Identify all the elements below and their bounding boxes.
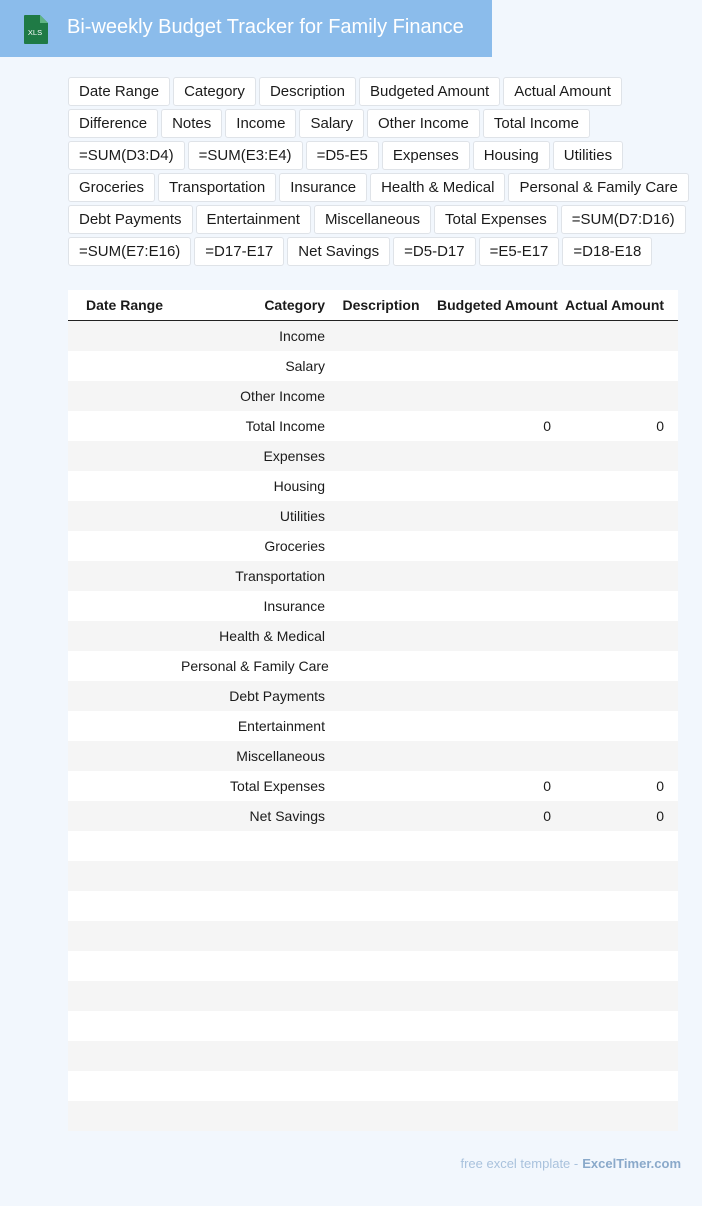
field-chip[interactable]: Expenses [382, 141, 470, 170]
cell-actual-amount[interactable] [558, 711, 678, 741]
cell-date-range[interactable] [68, 891, 174, 921]
cell-description[interactable] [332, 381, 430, 411]
column-header-description[interactable]: Description [332, 290, 430, 321]
table-row[interactable] [68, 351, 678, 381]
cell-actual-amount[interactable] [558, 651, 678, 681]
cell-budgeted-amount[interactable] [430, 741, 558, 771]
table-header-row [68, 290, 678, 321]
cell-description[interactable] [332, 711, 430, 741]
field-chip[interactable]: Budgeted Amount [359, 77, 500, 106]
cell-date-range[interactable] [68, 801, 174, 831]
field-chip[interactable]: Description [259, 77, 356, 106]
field-chip[interactable]: Notes [161, 109, 222, 138]
cell-description[interactable] [332, 801, 430, 831]
cell-category[interactable] [174, 831, 332, 861]
table-row[interactable] [68, 1071, 678, 1101]
cell-budgeted-amount[interactable] [430, 981, 558, 1011]
cell-description[interactable] [332, 471, 430, 501]
cell-description[interactable] [332, 441, 430, 471]
cell-description[interactable] [332, 771, 430, 801]
cell-budgeted-amount[interactable] [430, 501, 558, 531]
cell-category[interactable] [174, 891, 332, 921]
field-chip[interactable]: =E5-E17 [479, 237, 560, 266]
field-chip[interactable]: Miscellaneous [314, 205, 431, 234]
cell-actual-amount[interactable] [558, 321, 678, 352]
field-chip[interactable]: Date Range [68, 77, 170, 106]
cell-category[interactable] [174, 1011, 332, 1041]
cell-date-range[interactable] [68, 1071, 174, 1101]
cell-category[interactable] [174, 981, 332, 1011]
cell-description[interactable] [332, 1041, 430, 1071]
field-chip[interactable]: =SUM(D7:D16) [561, 205, 686, 234]
cell-budgeted-amount[interactable] [430, 831, 558, 861]
cell-description[interactable] [332, 1101, 430, 1131]
cell-description[interactable] [332, 741, 430, 771]
field-chip[interactable]: Other Income [367, 109, 480, 138]
footer-brand-link[interactable]: ExcelTimer.com [582, 1156, 681, 1171]
cell-category[interactable]: Housing [174, 471, 332, 501]
cell-category[interactable] [174, 1071, 332, 1101]
cell-actual-amount[interactable]: 0 [558, 771, 678, 801]
cell-category[interactable]: Miscellaneous [174, 741, 332, 771]
cell-date-range[interactable] [68, 411, 174, 441]
field-chip[interactable]: Utilities [553, 141, 623, 170]
cell-category[interactable]: Personal & Family Care [174, 651, 332, 681]
cell-actual-amount[interactable] [558, 831, 678, 861]
cell-budgeted-amount[interactable] [430, 471, 558, 501]
cell-category[interactable]: Insurance [174, 591, 332, 621]
cell-budgeted-amount[interactable] [430, 861, 558, 891]
field-chip[interactable]: Entertainment [196, 205, 311, 234]
table-row[interactable] [68, 471, 678, 501]
field-chip[interactable]: Groceries [68, 173, 155, 202]
field-chip[interactable]: Health & Medical [370, 173, 505, 202]
field-chip[interactable]: =D17-E17 [194, 237, 284, 266]
cell-actual-amount[interactable] [558, 351, 678, 381]
title-bar [0, 0, 492, 57]
cell-actual-amount[interactable] [558, 591, 678, 621]
cell-category[interactable] [174, 921, 332, 951]
cell-actual-amount[interactable] [558, 921, 678, 951]
table-row[interactable] [68, 441, 678, 471]
cell-budgeted-amount[interactable] [430, 321, 558, 352]
cell-category[interactable]: Health & Medical [174, 621, 332, 651]
field-chip[interactable]: =SUM(E7:E16) [68, 237, 191, 266]
cell-budgeted-amount[interactable] [430, 381, 558, 411]
field-chip[interactable]: Actual Amount [503, 77, 622, 106]
cell-description[interactable] [332, 831, 430, 861]
cell-date-range[interactable] [68, 921, 174, 951]
cell-description[interactable] [332, 651, 430, 681]
cell-budgeted-amount[interactable] [430, 711, 558, 741]
column-header-date-range[interactable]: Date Range [68, 290, 174, 321]
cell-date-range[interactable] [68, 381, 174, 411]
cell-date-range[interactable] [68, 351, 174, 381]
cell-date-range[interactable] [68, 1041, 174, 1071]
field-chip[interactable]: Net Savings [287, 237, 390, 266]
cell-date-range[interactable] [68, 591, 174, 621]
cell-category[interactable] [174, 951, 332, 981]
cell-budgeted-amount[interactable] [430, 561, 558, 591]
cell-actual-amount[interactable] [558, 1041, 678, 1071]
cell-description[interactable] [332, 351, 430, 381]
column-header-category[interactable]: Category [174, 290, 332, 321]
cell-date-range[interactable] [68, 1011, 174, 1041]
cell-description[interactable] [332, 531, 430, 561]
cell-category[interactable] [174, 861, 332, 891]
field-chip[interactable]: Income [225, 109, 296, 138]
cell-category[interactable]: Transportation [174, 561, 332, 591]
cell-description[interactable] [332, 561, 430, 591]
cell-actual-amount[interactable] [558, 621, 678, 651]
cell-description[interactable] [332, 501, 430, 531]
cell-date-range[interactable] [68, 951, 174, 981]
cell-category[interactable]: Total Expenses [174, 771, 332, 801]
cell-actual-amount[interactable] [558, 861, 678, 891]
cell-actual-amount[interactable]: 0 [558, 801, 678, 831]
cell-actual-amount[interactable] [558, 891, 678, 921]
cell-description[interactable] [332, 621, 430, 651]
field-chip[interactable]: =D5-D17 [393, 237, 475, 266]
table-row[interactable] [68, 711, 678, 741]
table-row[interactable] [68, 681, 678, 711]
cell-category[interactable]: Entertainment [174, 711, 332, 741]
field-chip[interactable]: =SUM(D3:D4) [68, 141, 185, 170]
cell-category[interactable]: Debt Payments [174, 681, 332, 711]
cell-budgeted-amount[interactable] [430, 441, 558, 471]
table-row[interactable] [68, 831, 678, 861]
cell-budgeted-amount[interactable] [430, 1041, 558, 1071]
cell-budgeted-amount[interactable] [430, 1071, 558, 1101]
field-chip[interactable]: Debt Payments [68, 205, 193, 234]
cell-budgeted-amount[interactable] [430, 591, 558, 621]
cell-description[interactable] [332, 861, 430, 891]
cell-date-range[interactable] [68, 741, 174, 771]
icon-label: XLS [27, 28, 43, 37]
cell-description[interactable] [332, 591, 430, 621]
cell-date-range[interactable] [68, 681, 174, 711]
cell-category[interactable]: Salary [174, 351, 332, 381]
footer-text: free excel template - [460, 1156, 579, 1171]
cell-budgeted-amount[interactable] [430, 651, 558, 681]
table-row[interactable] [68, 501, 678, 531]
table-row[interactable] [68, 801, 678, 831]
table-row[interactable] [68, 621, 678, 651]
table-row[interactable] [68, 381, 678, 411]
cell-category[interactable]: Expenses [174, 441, 332, 471]
cell-budgeted-amount[interactable] [430, 891, 558, 921]
cell-date-range[interactable] [68, 441, 174, 471]
cell-category[interactable] [174, 1101, 332, 1131]
cell-date-range[interactable] [68, 861, 174, 891]
table-row[interactable] [68, 1041, 678, 1071]
table-row[interactable] [68, 951, 678, 981]
field-chip[interactable]: Personal & Family Care [508, 173, 688, 202]
table-body [68, 321, 678, 1132]
cell-budgeted-amount[interactable] [430, 951, 558, 981]
cell-actual-amount[interactable] [558, 531, 678, 561]
spreadsheet-table [68, 290, 678, 1131]
cell-date-range[interactable] [68, 831, 174, 861]
cell-date-range[interactable] [68, 501, 174, 531]
cell-actual-amount[interactable] [558, 741, 678, 771]
field-chip[interactable]: Difference [68, 109, 158, 138]
table-row[interactable] [68, 321, 678, 352]
cell-actual-amount[interactable] [558, 501, 678, 531]
cell-budgeted-amount[interactable] [430, 621, 558, 651]
cell-budgeted-amount[interactable]: 0 [430, 801, 558, 831]
table-row[interactable] [68, 981, 678, 1011]
table-row[interactable] [68, 1101, 678, 1131]
field-chip[interactable]: Housing [473, 141, 550, 170]
footer [460, 1156, 681, 1171]
cell-description[interactable] [332, 891, 430, 921]
table-row[interactable] [68, 591, 678, 621]
field-chip[interactable]: Transportation [158, 173, 276, 202]
cell-date-range[interactable] [68, 651, 174, 681]
table-row[interactable] [68, 771, 678, 801]
cell-date-range[interactable] [68, 1101, 174, 1131]
cell-budgeted-amount[interactable] [430, 681, 558, 711]
cell-date-range[interactable] [68, 711, 174, 741]
cell-budgeted-amount[interactable] [430, 531, 558, 561]
table-row[interactable] [68, 561, 678, 591]
cell-actual-amount[interactable] [558, 441, 678, 471]
table-row[interactable] [68, 651, 678, 681]
cell-date-range[interactable] [68, 531, 174, 561]
cell-budgeted-amount[interactable] [430, 351, 558, 381]
table-row[interactable] [68, 861, 678, 891]
field-chip[interactable]: Total Income [483, 109, 590, 138]
field-chip[interactable]: Insurance [279, 173, 367, 202]
cell-actual-amount[interactable] [558, 471, 678, 501]
cell-actual-amount[interactable] [558, 1071, 678, 1101]
cell-description[interactable] [332, 981, 430, 1011]
cell-actual-amount[interactable] [558, 1011, 678, 1041]
cell-budgeted-amount[interactable]: 0 [430, 411, 558, 441]
cell-category[interactable]: Utilities [174, 501, 332, 531]
cell-description[interactable] [332, 1071, 430, 1101]
cell-actual-amount[interactable] [558, 381, 678, 411]
table-row[interactable] [68, 891, 678, 921]
cell-actual-amount[interactable] [558, 981, 678, 1011]
cell-date-range[interactable] [68, 321, 174, 352]
cell-budgeted-amount[interactable]: 0 [430, 771, 558, 801]
table-row[interactable] [68, 411, 678, 441]
cell-date-range[interactable] [68, 771, 174, 801]
cell-date-range[interactable] [68, 981, 174, 1011]
cell-category[interactable]: Net Savings [174, 801, 332, 831]
table-row[interactable] [68, 531, 678, 561]
cell-category[interactable] [174, 1041, 332, 1071]
table-row[interactable] [68, 1011, 678, 1041]
cell-description[interactable] [332, 681, 430, 711]
cell-description[interactable] [332, 951, 430, 981]
cell-description[interactable] [332, 1011, 430, 1041]
field-chip[interactable]: Salary [299, 109, 364, 138]
field-chip[interactable]: =SUM(E3:E4) [188, 141, 303, 170]
field-chip[interactable]: =D18-E18 [562, 237, 652, 266]
cell-date-range[interactable] [68, 621, 174, 651]
field-chip[interactable]: Category [173, 77, 256, 106]
field-chips [68, 77, 698, 266]
cell-actual-amount[interactable] [558, 1101, 678, 1131]
field-chip[interactable]: =D5-E5 [306, 141, 379, 170]
cell-description[interactable] [332, 921, 430, 951]
cell-budgeted-amount[interactable] [430, 1011, 558, 1041]
cell-date-range[interactable] [68, 561, 174, 591]
column-header-budgeted-amount[interactable]: Budgeted Amount [430, 290, 558, 321]
cell-category[interactable]: Total Income [174, 411, 332, 441]
excel-file-icon [21, 14, 49, 45]
column-header-actual-amount[interactable]: Actual Amount [558, 290, 678, 321]
cell-description[interactable] [332, 321, 430, 352]
cell-category[interactable]: Other Income [174, 381, 332, 411]
cell-actual-amount[interactable] [558, 951, 678, 981]
cell-category[interactable]: Groceries [174, 531, 332, 561]
cell-actual-amount[interactable] [558, 681, 678, 711]
cell-actual-amount[interactable]: 0 [558, 411, 678, 441]
table-row[interactable] [68, 921, 678, 951]
field-chip[interactable]: Total Expenses [434, 205, 558, 234]
cell-category[interactable]: Income [174, 321, 332, 352]
cell-date-range[interactable] [68, 471, 174, 501]
cell-description[interactable] [332, 411, 430, 441]
table-row[interactable] [68, 741, 678, 771]
cell-budgeted-amount[interactable] [430, 921, 558, 951]
cell-actual-amount[interactable] [558, 561, 678, 591]
page-title: Bi-weekly Budget Tracker for Family Finance [67, 16, 464, 38]
cell-budgeted-amount[interactable] [430, 1101, 558, 1131]
